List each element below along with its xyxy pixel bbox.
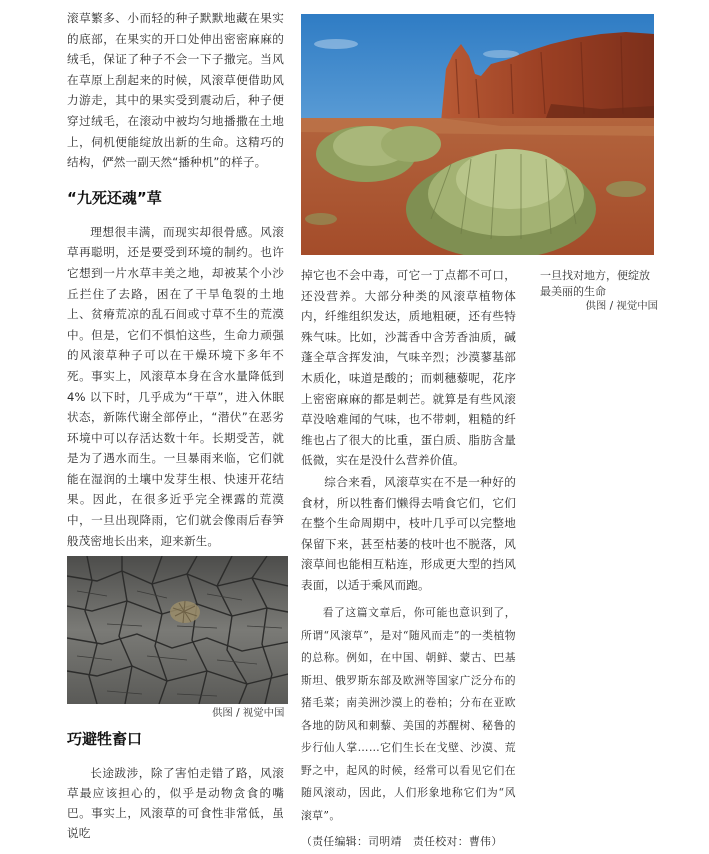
editor-credits: （责任编辑：司明靖 责任校对：曹伟）: [301, 835, 503, 848]
section-heading: 巧避牲畜口: [67, 730, 143, 748]
body-paragraph: 长途跋涉，除了害怕走错了路，风滚草最应该担心的，似乎是动物贪食的嘴巴。事实上，风滚草的可食性非常低，虽说吃: [67, 766, 284, 840]
afterword: [301, 602, 516, 854]
right-column: [540, 268, 658, 314]
section-heading: “九死还魂”草: [67, 188, 162, 207]
body-paragraph: 滚草繁多、小而轻的种子默默地藏在果实的底部，在果实的开口处伸出密密麻麻的绒毛，保证了种子不会一下子撒完。当风在草原上刮起来的时候，风滚草便借助风力游走，其中的果实受到震动后，种子便穿过绒毛，在滚动中被均匀地播撒在土地上，伺机便能绽放出新的生命。这精巧的结构，俨然一副天然“播种机”的样子。: [67, 11, 284, 170]
body-paragraph: 综合来看，风滚草实在不是一种好的食材，所以牲畜们懒得去啃食它们，它们在整个生命周期中，枝叶几乎可以完整地保留下来，甚至枯萎的枝叶也不脱落，风滚草间也能相互粘连，形成更大型的挡风表面，以适于乘风而跑。: [301, 474, 516, 592]
cracked-earth-photo: [67, 556, 288, 704]
photo-credit: 供图 / 视觉中国: [585, 300, 658, 312]
tumbleweed-shape: [170, 601, 200, 623]
body-paragraph: 理想很丰满，而现实却很骨感。风滚草再聪明，还是要受到环境的制约。也许它想到一片水草丰美之地，却被某个小沙丘拦住了去路，困在了干旱龟裂的土地上、贫瘠荒凉的乱石间或寸草不生的荒漠中。但是，它们不惧怕这些，生命力顽强的风滚草种子可以在干燥环境下多年不死。事实上，风滚草本身在含水量降低到 4% 以下时，几乎成为“干草”，进入休眠状态，新陈代谢全部停止，“潜伏”在恶劣环境中可以存活达数十年。长期受苦，就是为了遇水而生。一旦暴雨来临，它们就能在湿润的土壤中发芽生根、快速开花结果。因此，在很多近乎完全裸露的荒漠中，一旦出现降雨，它们就会像雨后春笋般茂密地长出来，迎来新生。: [67, 224, 284, 548]
photo-caption: 一旦找对地方，便绽放最美丽的生命: [540, 269, 650, 298]
photo-credit: 供图 / 视觉中国: [212, 707, 285, 719]
desert-image: [301, 14, 654, 255]
desert-photo: [301, 14, 654, 255]
body-paragraph: 掉它也不会中毒，可它一丁点都不可口，还没营养。大部分种类的风滚草植物体内，纤维组织发达，质地粗硬，还有些特殊气味。比如，沙蒿香中含芳香油质，碱蓬全草含挥发油，气味辛烈；沙漠蓼基部木质化，味道是酸的；而刺穗藜呢，花序上密密麻麻的都是刺芒。就算是有些风滚草没啥难闻的气味，也不带刺，粗糙的纤维也占了很大的比重，蛋白质、脂肪含量低微，实在是没什么营养价值。: [301, 268, 516, 468]
cracked-earth-image: [67, 556, 288, 704]
left-column-lower: [67, 728, 284, 843]
afterword-paragraph: 看了这篇文章后，你可能也意识到了，所谓“风滚草”，是对“随风而走”的一类植物的总称。例如，在中国、朝鲜、蒙古、巴基斯坦、俄罗斯东部及欧洲等国家广泛分布的猪毛菜；南美洲沙漠上的卷柏；分布在亚欧各地的防风和刺藜、美国的苏醒树、秘鲁的步行仙人掌……它们生长在戈壁、沙漠、荒野之中，起风的时候，经常可以看见它们在随风滚动，因此，人们形象地称它们为“风滚草”。: [301, 606, 516, 822]
left-column: [67, 8, 284, 551]
middle-column: [301, 265, 516, 596]
